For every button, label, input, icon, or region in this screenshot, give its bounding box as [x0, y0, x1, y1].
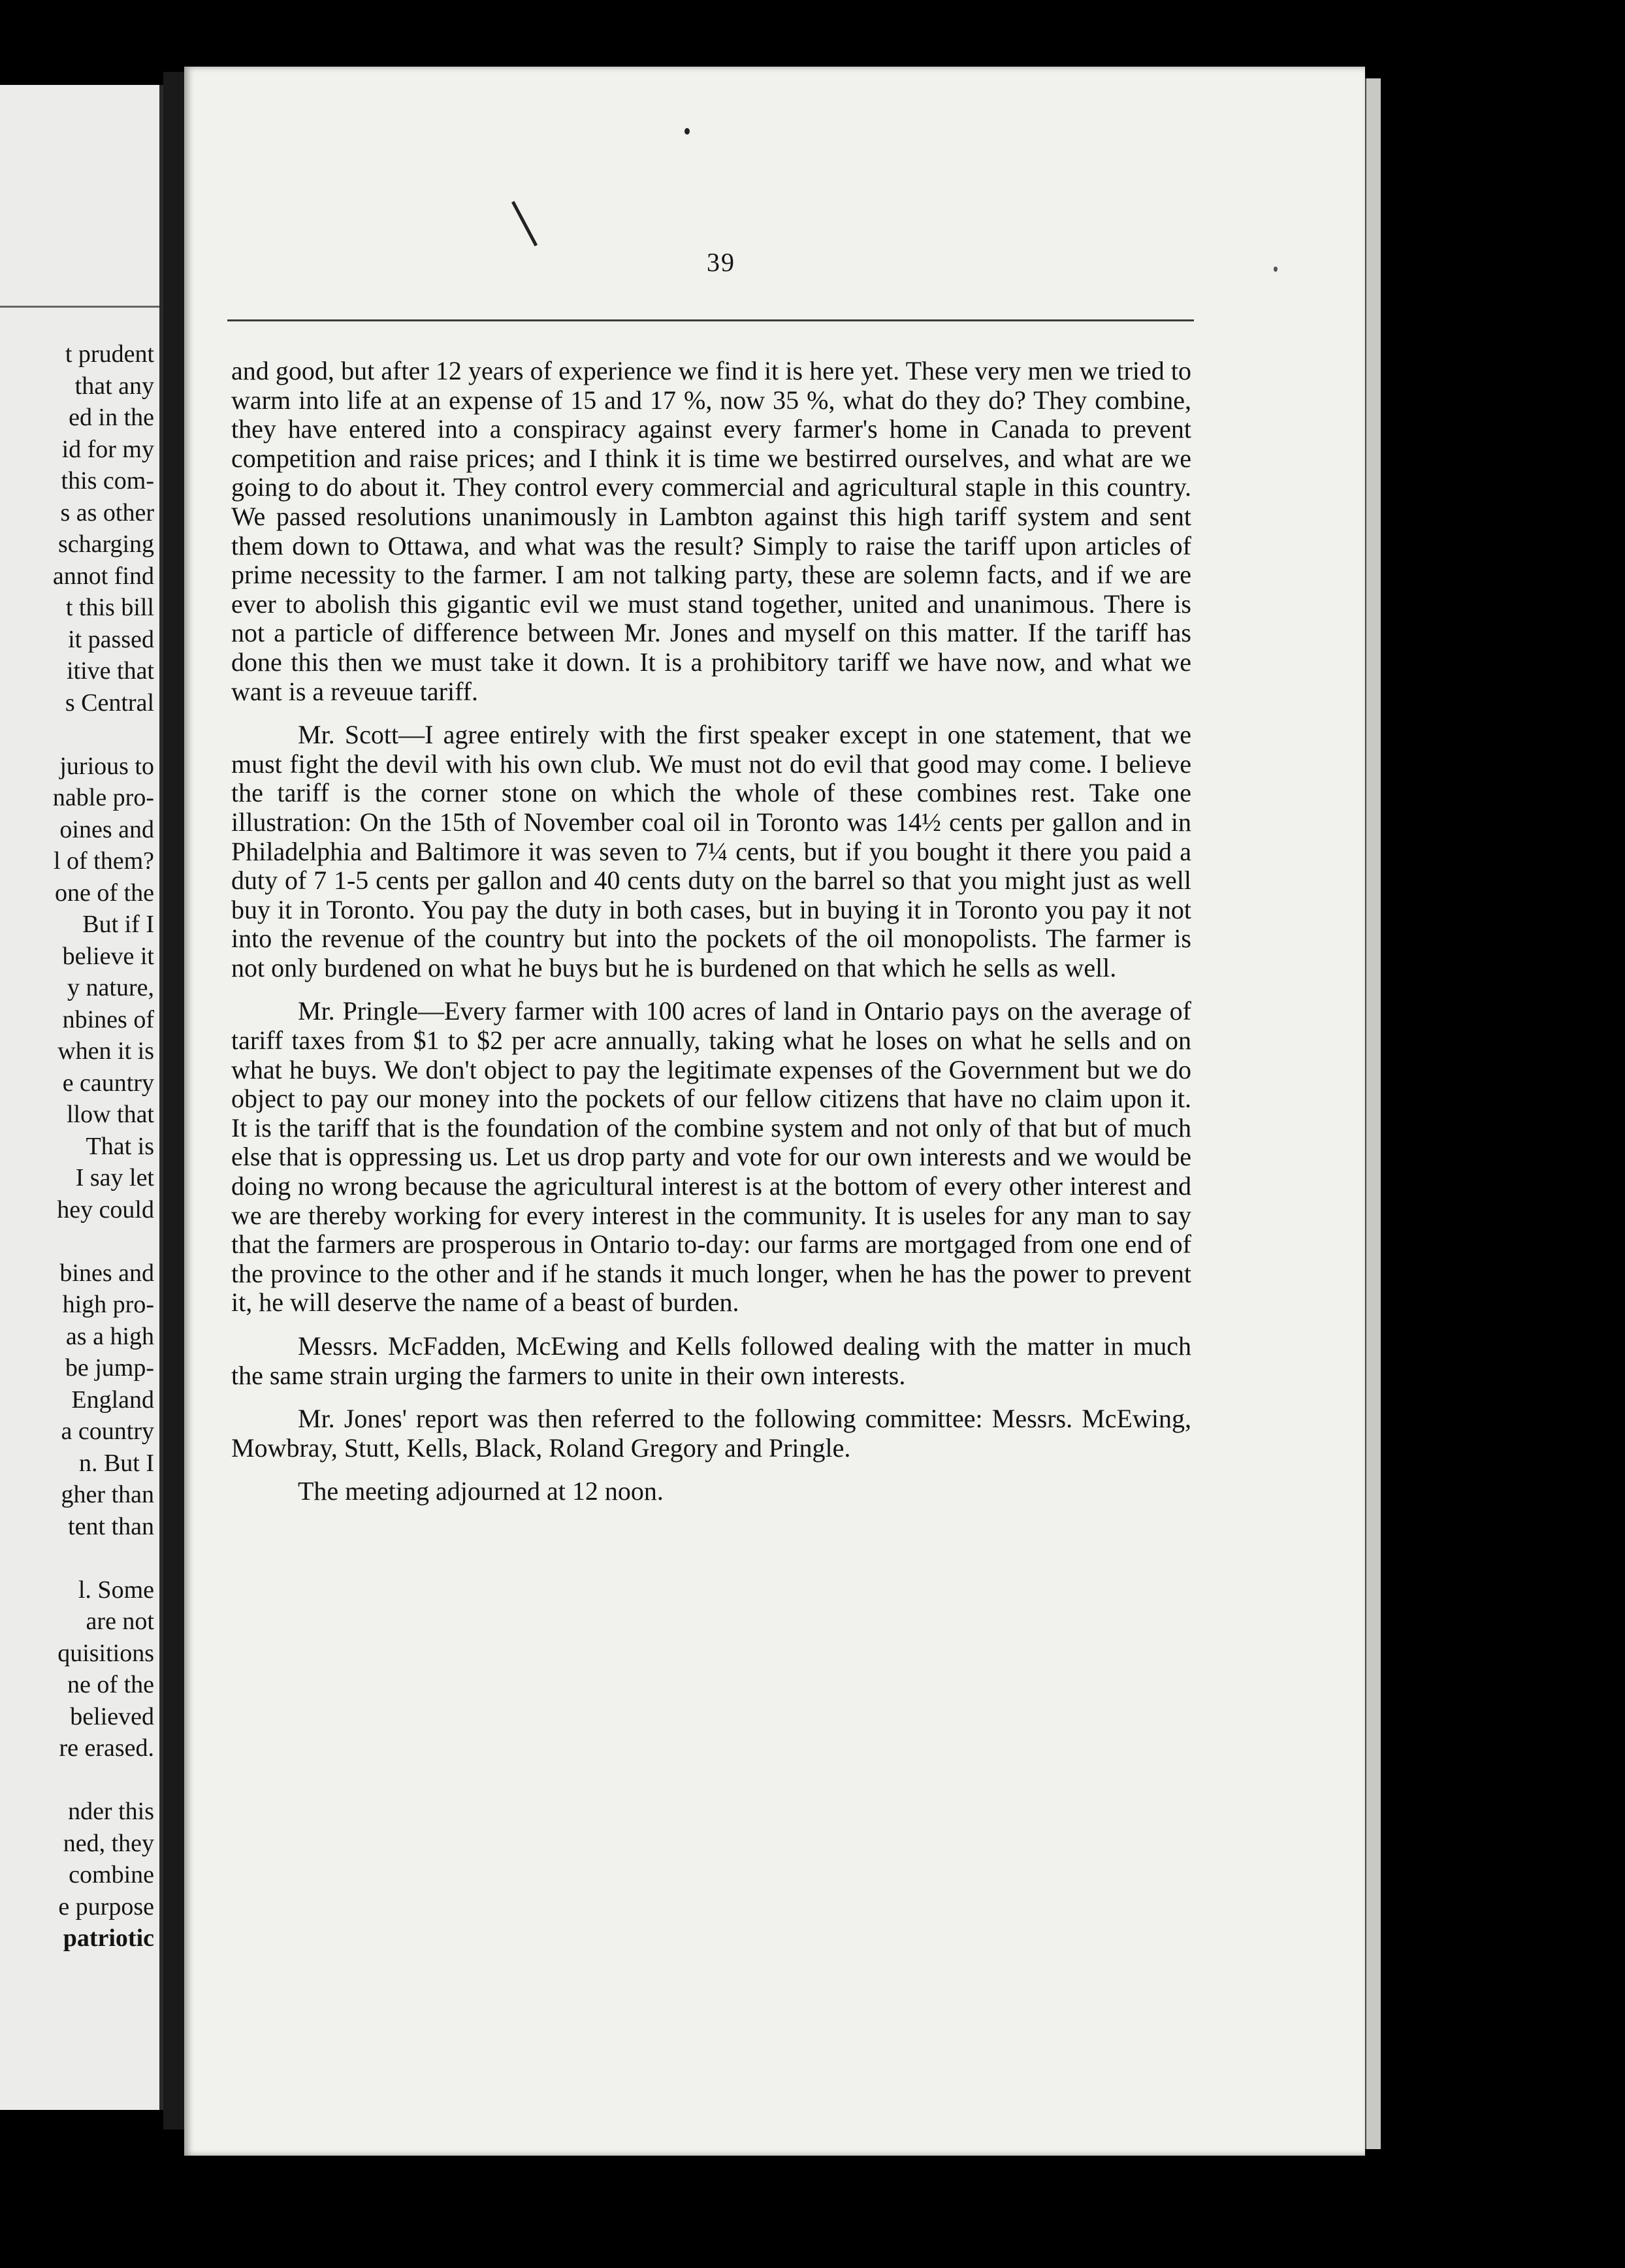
facing-line: hey could — [57, 1195, 154, 1223]
facing-line: id for my — [61, 435, 154, 463]
page-edge — [1365, 78, 1381, 2149]
facing-line: that any — [74, 372, 154, 400]
paragraph-scott: Mr. Scott—I agree entirely with the first speaker except in one statement, that we must fight the devil with his own club. We must not do evil that good may come. I believe the tariff is the corner stone on which the whole of these combines rest. Take one illustration: On the 15th of November coal oil in Toronto was 14½ cents per gallon and in Philadelphia and Baltimore it was seven to 7¼ cents, but if you bought it there you paid a duty of 7 1-5 cents per gallon and 40 cents duty on the barrel so that you might just as well buy it in Toronto. You pay the duty in both cases, but in buying it in Toronto you pay it not into the revenue of the country but into the pockets of the oil monopolists. The farmer is not only burdened on what he buys but he is burdened on that which he sells as well. — [231, 720, 1191, 982]
facing-line: England — [71, 1385, 154, 1414]
facing-gap — [0, 1764, 154, 1796]
facing-line: I say let — [75, 1164, 154, 1191]
paragraph-adjournment: The meeting adjourned at 12 noon. — [298, 1476, 664, 1506]
facing-line: That is — [86, 1132, 154, 1160]
facing-line: s Central — [65, 688, 154, 717]
body-text — [231, 357, 1191, 1506]
facing-line: ed in the — [69, 404, 154, 431]
ink-speck — [684, 128, 690, 135]
facing-line: oines and — [59, 815, 154, 843]
facing-line: are not — [86, 1608, 154, 1635]
ink-speck — [1274, 267, 1278, 272]
facing-line: l of them? — [53, 847, 154, 875]
facing-line: ned, they — [63, 1829, 154, 1857]
facing-page-rule — [0, 306, 159, 308]
facing-line: s as other — [60, 498, 154, 526]
facing-line: as a high — [65, 1322, 154, 1350]
facing-line: nbines of — [62, 1005, 154, 1033]
facing-gap — [0, 719, 154, 751]
facing-line: llow that — [66, 1101, 154, 1128]
facing-line: annot find — [52, 562, 154, 590]
facing-line: n. But I — [78, 1449, 154, 1477]
facing-line: quisitions — [57, 1639, 154, 1667]
facing-line: itive that — [66, 657, 154, 685]
facing-line: when it is — [57, 1037, 154, 1065]
facing-line: be jump- — [65, 1354, 154, 1382]
facing-line: this com- — [61, 467, 154, 494]
facing-line: re erased. — [59, 1734, 154, 1762]
facing-line: believe it — [62, 942, 154, 970]
facing-line: nable pro- — [52, 784, 154, 811]
page-number: 39 — [707, 248, 735, 277]
facing-line: jurious to — [59, 752, 154, 780]
facing-line: bines and — [59, 1259, 154, 1287]
facing-line: e cauntry — [62, 1069, 154, 1097]
paragraph-committee: Mr. Jones' report was then referred to the following committee: Messrs. McEwing, Mowbray, Stutt, Kells, Black, Roland Gregory and Pringle. — [231, 1404, 1191, 1463]
facing-line: combine — [69, 1861, 154, 1888]
facing-gap — [0, 1542, 154, 1574]
facing-line: nder this — [68, 1798, 154, 1825]
facing-line: believed — [70, 1702, 154, 1730]
paragraph-followers: Messrs. McFadden, McEwing and Kells followed dealing with the matter in much the same strain urging the farmers to unite in their own interests. — [231, 1331, 1191, 1390]
facing-page-text — [0, 338, 154, 1954]
facing-line: one of the — [55, 879, 154, 907]
facing-line: scharging — [57, 530, 154, 558]
facing-gap — [0, 1225, 154, 1257]
facing-line: e purpose — [58, 1892, 154, 1920]
facing-line: But if I — [82, 911, 154, 938]
facing-line: patriotic — [63, 1924, 154, 1952]
facing-line: l. Some — [78, 1576, 154, 1604]
header-rule — [227, 319, 1194, 321]
facing-line: a country — [61, 1418, 154, 1445]
facing-line: y nature, — [67, 974, 154, 1001]
paragraph-pringle: Mr. Pringle—Every farmer with 100 acres of land in Ontario pays on the average of tariff taxes from $1 to $2 per acre annually, taking what he loses on what he sells and on what he buys. We don't object to pay the legitimate expenses of the Government but we do object to pay our money into the pockets of our fellow citizens that have no claim upon it. It is the tariff that is the foundation of the combine system and not only of that but of much else that is oppressing us. Let us drop party and vote for our own interests and we would be doing no wrong because the agricultural interest is at the bottom of every other interest and we are thereby working for every interest in the community. It is useles for any man to say that the farmers are prosperous in Ontario to-day: our farms are mortgaged from one end of the province to the other and if he stands it much longer, when he has the power to prevent it, he will deserve the name of a beast of burden. — [231, 996, 1191, 1318]
facing-line: high pro- — [62, 1291, 154, 1318]
facing-line: tent than — [68, 1512, 154, 1540]
paragraph-continuation: and good, but after 12 years of experience we find it is here yet. These very men we tried to warm into life at an expense of 15 and 17 %, now 35 %, what do they do? They combine, they have entered into a conspiracy against every farmer's home in Canada to prevent competition and raise prices; and I think it is time we bestirred ourselves, and what are we going to do about it. They control every commercial and agricultural staple in this country. We passed resolutions unanimously in Lambton against this high tariff system and sent them down to Ottawa, and what was the result? Simply to raise the tariff upon articles of prime necessity to the farmer. I am not talking party, these are solemn facts, and if we are ever to abolish this gigantic evil we must stand together, united and unanimous. There is not a particle of difference between Mr. Jones and myself on this matter. If the tariff has done this then we must take it down. It is a prohibitory tariff we have now, and what we want is a reveuue tariff. — [231, 356, 1191, 706]
facing-line: it passed — [68, 625, 154, 653]
facing-line: gher than — [61, 1481, 154, 1508]
facing-page — [0, 85, 163, 2110]
facing-line: t this bill — [65, 594, 154, 621]
facing-line: ne of the — [67, 1671, 154, 1698]
facing-line: t prudent — [65, 340, 154, 368]
